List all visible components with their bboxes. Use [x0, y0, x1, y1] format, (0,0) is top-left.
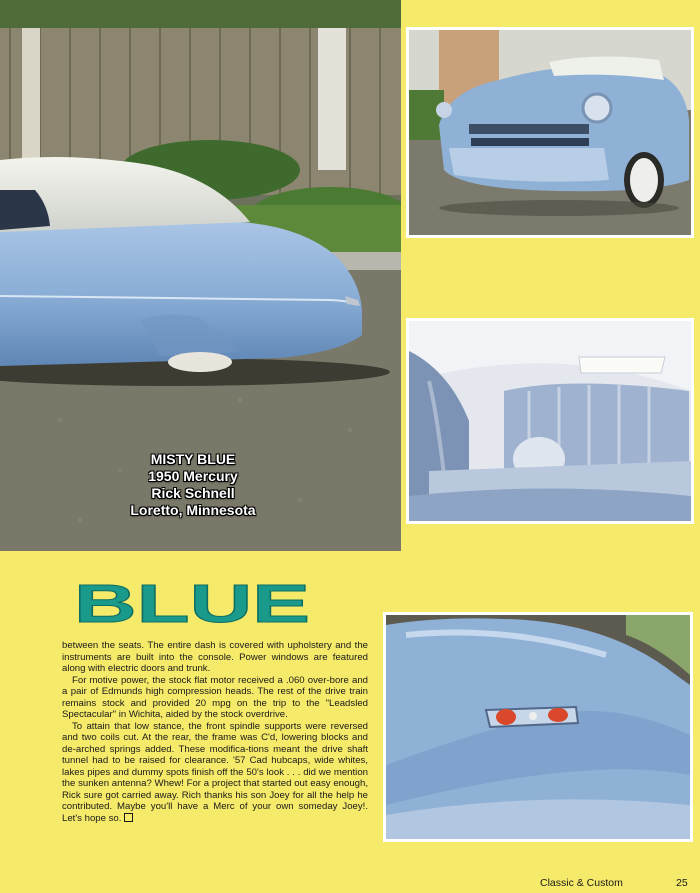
article-paragraph-text: To attain that low stance, the front spindle supports were reversed and two coils cut. At the rear, the frame was C'd, lowering blocks and de-arched springs added. These modifica-tions meant the drive shaft tunnel had to be raised for clearance. '57 Cad hubcaps, wide whites, lakes pipes and dummy spots finish off the 50's look . . . did we mention the sunken antenna? Whew! For a project that started out easy enough, Rick sure got carried away. Rich thanks his son Joey for all the help he contributed. Maybe you'll have a Merc of your own someday Joey!. Let's hope so. — [62, 720, 368, 824]
magazine-name: Classic & Custom — [540, 877, 623, 889]
article-paragraph: For motive power, the stock flat motor received a .060 over-bore and a pair of Edmunds high compression heads. The rest of the drive train remains stock and provided 20 mpg on the trip to the "Leadsled Spectacular" in Wichita, aided by the stock overdrive. — [62, 674, 368, 720]
caption-car: 1950 Mercury — [148, 468, 238, 484]
caption-title: MISTY BLUE — [150, 451, 236, 467]
page-number: 25 — [676, 877, 688, 889]
article-paragraph — [62, 721, 368, 825]
article-paragraph: between the seats. The entire dash is covered with upholstery and the instruments are built into the console. Power windows are featured along with electric doors and trunk. — [62, 640, 368, 674]
end-mark-icon — [124, 813, 133, 822]
title-word: BLUE — [74, 580, 310, 630]
caption-owner: Rick Schnell — [151, 485, 235, 501]
car-interior-photo — [406, 318, 694, 524]
article-title — [72, 580, 312, 630]
photo-caption — [118, 451, 268, 519]
car-rear-photo — [383, 612, 693, 842]
car-front-photo — [406, 27, 694, 238]
caption-location: Loretto, Minnesota — [130, 502, 256, 518]
article-body — [62, 640, 368, 824]
